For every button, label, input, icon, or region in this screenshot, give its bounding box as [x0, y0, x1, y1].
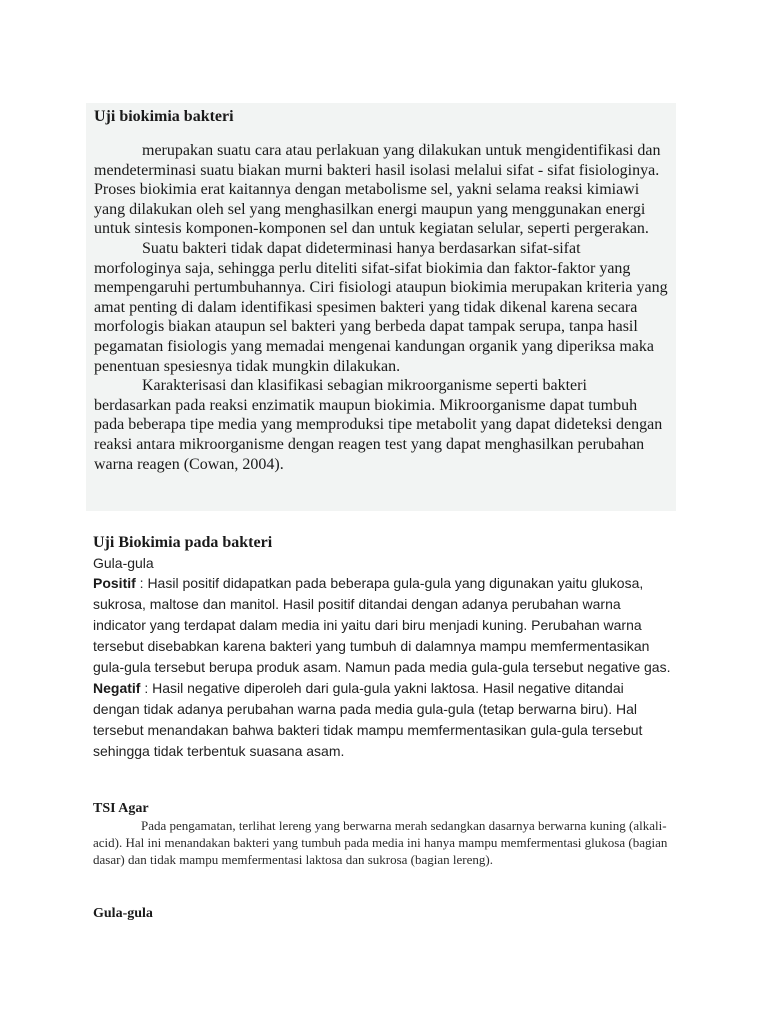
section-title: Uji biokimia bakteri: [94, 108, 234, 125]
subheading: Gula-gula: [93, 555, 154, 571]
positive-result-paragraph: [93, 573, 673, 678]
paragraph: Karakterisasi dan klasifikasi sebagian mikroorganisme seperti bakteri berdasarkan pada reaksi enzimatik maupun biokimia. Mikroorganisme dapat tumbuh pada beberapa tipe media yang memproduksi tipe metabolit yang dapat dideteksi dengan reaksi antara mikroorganisme dengan reagen test yang dapat menghasilkan perubahan warna reagen (Cowan, 2004).: [94, 377, 663, 473]
negative-text: : Hasil negative diperoleh dari gula-gula yakni laktosa. Hasil negative ditandai dengan tidak adanya perubahan warna pada media gula-gula (tetap berwarna biru). Hal tersebut menandakan bahwa bakteri tidak mampu memfermentasikan gula-gula tersebut sehingga tidak terbentuk suasana asam.: [93, 680, 643, 759]
paragraph: Pada pengamatan, terlihat lereng yang berwarna merah sedangkan dasarnya berwarna kuning (alkali-acid). Hal ini menandakan bakteri yang tumbuh pada media ini hanya mampu memfermentasi glukosa (bagian dasar) dan tidak mampu memfermentasi laktosa dan sukrosa (bagian lereng).: [93, 818, 668, 867]
biochemistry-results-section: [93, 533, 673, 762]
paragraph: Suatu bakteri tidak dapat dideterminasi hanya berdasarkan sifat-sifat morfologinya saja, sehingga perlu diteliti sifat-sifat biokimia dan faktor-faktor yang mempengaruhi pertumbuhannya. Ciri fisiologi ataupun biokimia merupakan kriteria yang amat penting di dalam identifikasi spesimen bakteri yang tidak dikenal karena secara morfologis biakan ataupun sel bakteri yang berbeda dapat tampak serupa, tanpa hasil pegamatan fisiologis yang memadai mengenai kandungan organik yang diperiksa maka penentuan spesiesnya tidak mungkin dilakukan.: [94, 239, 668, 375]
paragraph: merupakan suatu cara atau perlakuan yang dilakukan untuk mengidentifikasi dan mendeterminasi suatu biakan murni bakteri hasil isolasi melalui sifat - sifat fisiologinya. Proses biokimia erat kaitannya dengan metabolisme sel, yakni selama reaksi kimiawi yang dilakukan oleh sel yang menghasilkan energi maupun yang menggunakan energi untuk sintesis komponen-komponen sel dan untuk kegiatan selular, seperti pergerakan.: [94, 142, 661, 238]
intro-section: [86, 103, 676, 511]
positive-label: Positif: [93, 575, 136, 591]
tsi-agar-section: [93, 800, 678, 868]
section-heading: Gula-gula: [93, 906, 153, 921]
negative-label: Negatif: [93, 680, 141, 696]
negative-result-paragraph: [93, 678, 673, 762]
section-heading: Uji Biokimia pada bakteri: [93, 534, 273, 551]
positive-text: : Hasil positif didapatkan pada beberapa gula-gula yang digunakan yaitu glukosa, sukrosa, maltose dan manitol. Hasil positif ditandai dengan adanya perubahan warna indicator yang terdapat dalam media ini yaitu dari biru menjadi kuning. Perubahan warna tersebut disebabkan karena bakteri yang tumbuh di dalamnya mampu memfermentasikan gula-gula tersebut berupa produk asam. Namun pada media gula-gula tersebut negative gas.: [93, 575, 671, 675]
section-heading: TSI Agar: [93, 801, 149, 816]
gula-gula-section: [93, 905, 153, 923]
